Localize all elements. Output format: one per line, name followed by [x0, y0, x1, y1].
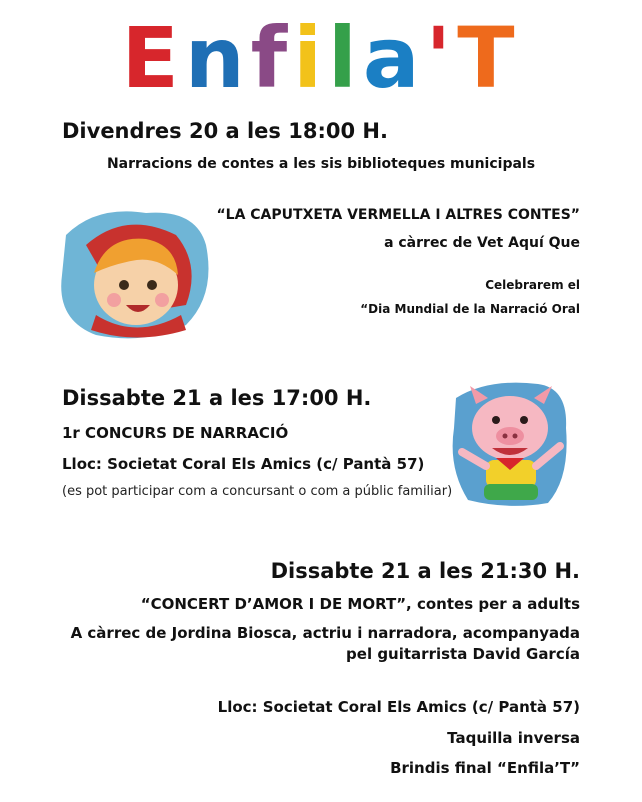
- event3-by-line1: A càrrec de Jordina Biosca, actriu i narradora, acompanyada: [70, 624, 580, 642]
- logo-letter: a: [362, 9, 426, 107]
- logo-letter: n: [184, 9, 251, 107]
- event1-subtitle: Narracions de contes a les sis biblioteques municipals: [106, 156, 536, 172]
- event1-by: a càrrec de Vet Aquí Que: [384, 235, 580, 251]
- red-riding-hood-illustration: [56, 205, 216, 345]
- logo-letter: i: [293, 9, 329, 107]
- event2-heading: Dissabte 21 a les 17:00 H.: [62, 386, 372, 410]
- event3-ticket: Taquilla inversa: [447, 729, 580, 747]
- event3-title: “CONCERT D’AMOR I DE MORT”, contes per a adults: [140, 595, 580, 613]
- logo-letter: E: [121, 9, 185, 107]
- event3-toast: Brindis final “Enfila’T”: [390, 759, 580, 777]
- pig-illustration: [448, 378, 572, 510]
- event1-celebrate: Celebrarem el: [485, 278, 580, 292]
- event3-by-line2: pel guitarrista David García: [346, 645, 580, 663]
- event1-day: “Dia Mundial de la Narració Oral: [360, 302, 580, 316]
- logo-letter: T: [457, 9, 521, 107]
- event1-title: “LA CAPUTXETA VERMELLA I ALTRES CONTES”: [216, 207, 580, 223]
- enfilat-logo: [0, 8, 642, 108]
- event3-heading: Dissabte 21 a les 21:30 H.: [270, 559, 580, 583]
- event1-heading: Divendres 20 a les 18:00 H.: [62, 119, 388, 143]
- event3-place: Lloc: Societat Coral Els Amics (c/ Pantà 57): [217, 698, 580, 716]
- event2-note: (es pot participar com a concursant o com a públic familiar): [62, 484, 453, 499]
- logo-letter: f: [250, 9, 294, 107]
- event2-place: Lloc: Societat Coral Els Amics (c/ Pantà 57): [62, 455, 425, 473]
- logo-letter: ': [425, 9, 458, 107]
- event2-title: 1r CONCURS DE NARRACIÓ: [62, 424, 289, 442]
- logo-letter: l: [328, 9, 363, 107]
